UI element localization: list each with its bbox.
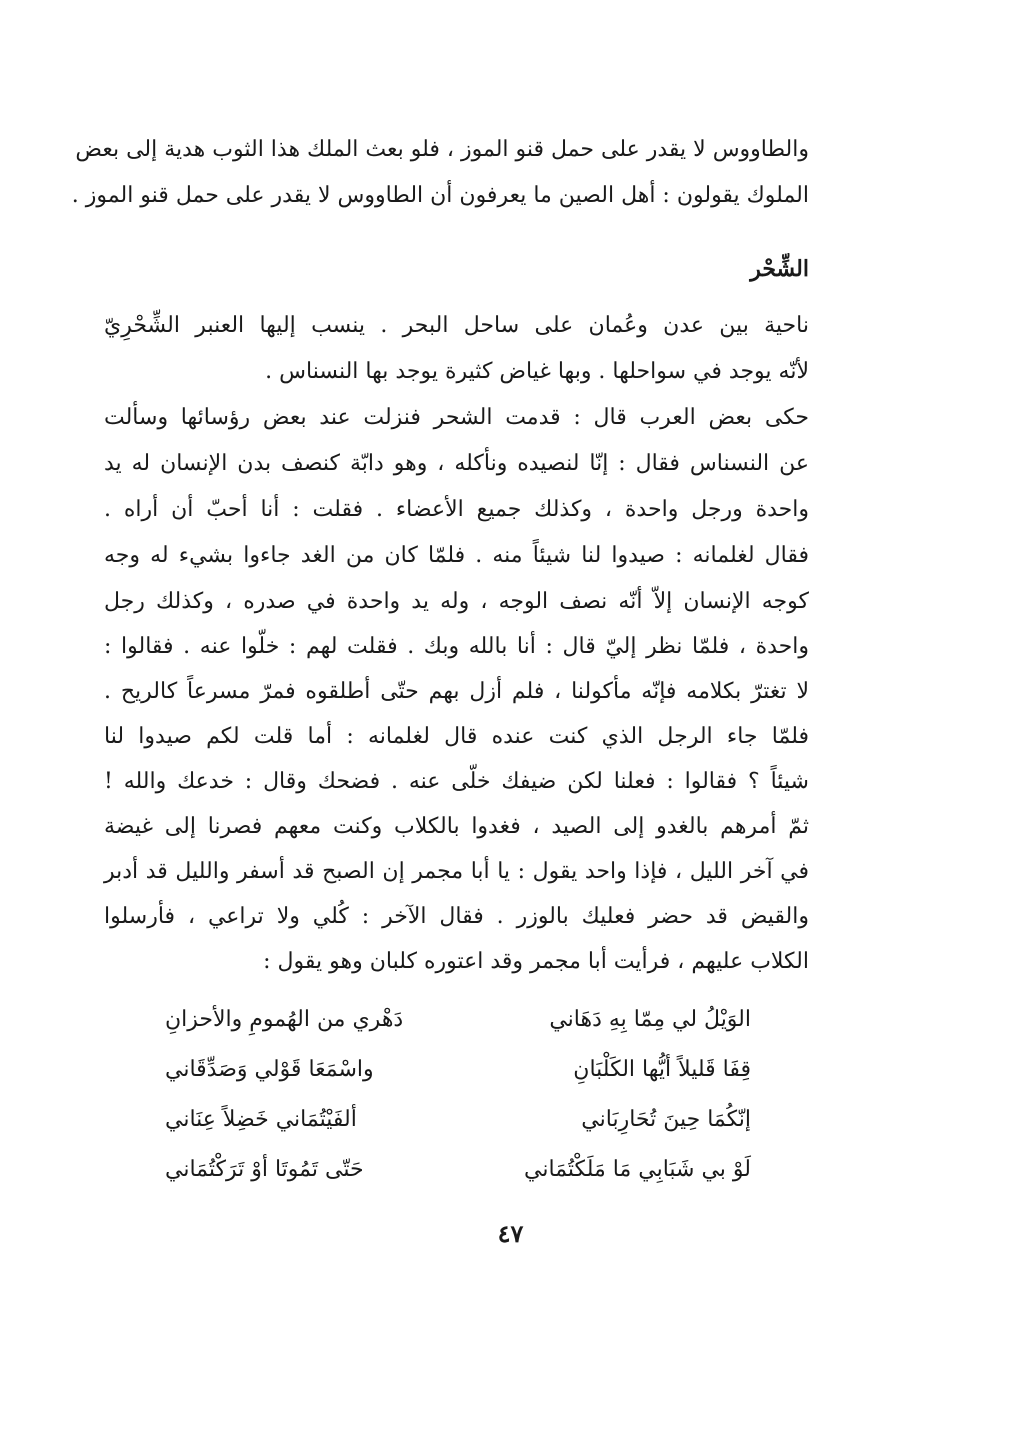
text-line: والقيض قد حضر فعليك بالوزر . فقال الآخر : كُلي ولا تراعي ، فأرسلوا [104,904,809,929]
text-line: شيئاً ؟ فقالوا : فعلنا لكن ضيفك خلّى عنه . فضحك وقال : خدعك والله ! [104,769,809,794]
text-line: فلمّا جاء الرجل الذي كنت عنده قال لغلمانه : أما قلت لكم صيدوا لنا [104,724,809,749]
verse-second-hemistich: ألفَيْتُمَاني خَضِلاً عِنَاني [165,1107,357,1132]
text-line: لا تغترّ بكلامه فإنّه مأكولنا ، فلم أزل بهم حتّى أطلقوه فمرّ مسرعاً كالريح . [104,679,809,704]
section-heading: الشِّحْر [750,256,809,282]
verse-second-hemistich: حَتّى تَمُوتَا أوْ تَرَكْتُمَاني [165,1157,364,1182]
text-line: حكى بعض العرب قال : قدمت الشحر فنزلت عند بعض رؤسائها وسألت [104,405,809,430]
verse-second-hemistich: دَهْري من الهُمومِ والأحزانِ [165,1007,404,1032]
text-line: في آخر الليل ، فإذا واحد يقول : يا أبا مجمر إن الصبح قد أسفر والليل قد أدبر [104,859,809,884]
verse-first-hemistich: قِفَا قَليلاً أيُّها الكَلْبَانِ [573,1057,751,1082]
text-line: واحدة ، فلمّا نظر إليّ قال : أنا بالله وبك . فقلت لهم : خلّوا عنه . فقالوا : [104,634,809,659]
text-line: عن النسناس فقال : إنّا لنصيده ونأكله ، وهو دابّة كنصف بدن الإنسان له يد [104,451,809,476]
verse-first-hemistich: إنّكُمَا حِينَ تُحَارِبَاني [581,1107,751,1132]
page-number: ٤٧ [497,1219,524,1248]
text-line: ناحية بين عدن وعُمان على ساحل البحر . ينسب إليها العنبر الشِّحْرِيّ [104,313,809,338]
text-line: ثمّ أمرهم بالغدو إلى الصيد ، فغدوا بالكلاب وكنت معهم فصرنا إلى غيضة [104,814,809,839]
verse-second-hemistich: واسْمَعَا قَوْلي وَصَدِّقَاني [165,1057,374,1082]
text-line: لأنّه يوجد في سواحلها . وبها غياض كثيرة يوجد بها النسناس . [265,359,809,384]
verse-first-hemistich: الوَيْلُ لي مِمّا بِهِ دَهَاني [549,1007,751,1032]
verse-first-hemistich: لَوْ بي شَبَابِي مَا مَلَكْتُمَاني [524,1157,751,1182]
text-line: كوجه الإنسان إلاّ أنّه نصف الوجه ، وله يد واحدة في صدره ، وكذلك رجل [104,589,809,614]
text-line: الكلاب عليهم ، فرأيت أبا مجمر وقد اعتوره كلبان وهو يقول : [263,949,809,974]
text-line: والطاووس لا يقدر على حمل قنو الموز ، فلو بعث الملك هذا الثوب هدية إلى بعض [75,137,809,162]
text-line: الملوك يقولون : أهل الصين ما يعرفون أن الطاووس لا يقدر على حمل قنو الموز . [71,183,809,208]
text-line: فقال لغلمانه : صيدوا لنا شيئاً منه . فلمّا كان من الغد جاءوا بشيء له وجه [104,543,809,568]
text-line: واحدة ورجل واحدة ، وكذلك جميع الأعضاء . فقلت : أنا أحبّ أن أراه . [104,497,809,522]
